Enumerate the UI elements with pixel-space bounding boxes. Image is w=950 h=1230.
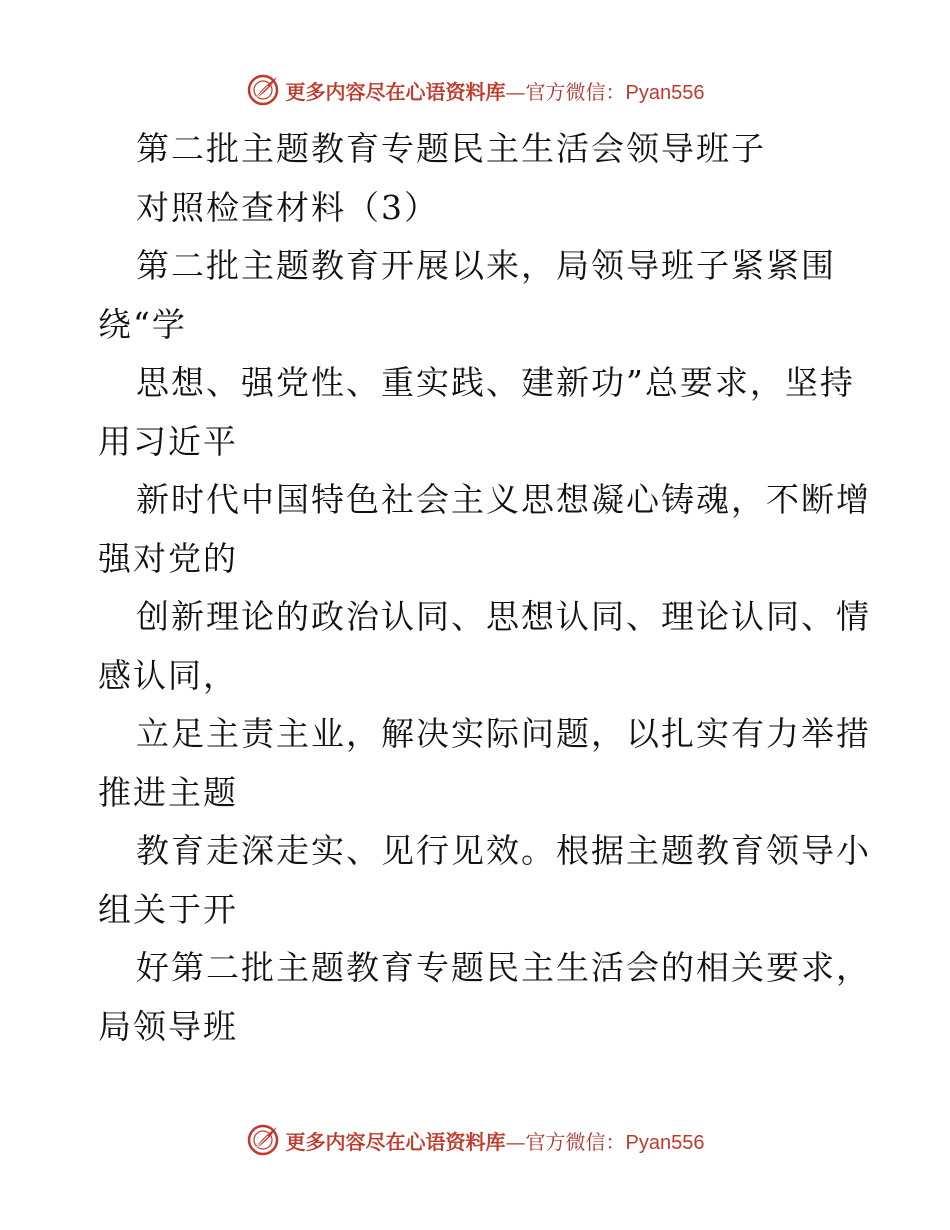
document-line: 新时代中国特色社会主义思想凝心铸魂，不断增	[136, 480, 871, 519]
banner-brand: 更多内容尽在心语资料库	[285, 1129, 506, 1154]
feather-seal-icon	[246, 1123, 280, 1157]
document-line: 感认同，	[98, 655, 238, 695]
document-line: 对照检查材料（3）	[136, 187, 439, 227]
banner-text	[286, 1126, 705, 1155]
document-body	[98, 120, 871, 1056]
document-line: 局领导班	[98, 1006, 238, 1046]
banner-contact-label: 官方微信：	[525, 79, 626, 104]
banner-text	[286, 76, 705, 105]
footer-banner	[0, 1120, 950, 1160]
document-line: 用习近平	[98, 421, 238, 461]
document-line: 第二批主题教育开展以来，局领导班子紧紧围	[136, 246, 836, 285]
banner-contact-label: 官方微信：	[525, 1129, 626, 1154]
feather-seal-icon	[246, 73, 280, 107]
document-line: 创新理论的政治认同、思想认同、理论认同、情	[136, 597, 871, 636]
document-line: 绕“学	[98, 304, 187, 344]
banner-brand: 更多内容尽在心语资料库	[285, 79, 506, 104]
banner-dash: —	[505, 1129, 526, 1154]
document-line: 好第二批主题教育专题民主生活会的相关要求，	[136, 948, 871, 987]
document-line: 教育走深走实、见行见效。根据主题教育领导小	[136, 831, 871, 870]
document-line: 立足主责主业，解决实际问题，以扎实有力举措	[136, 714, 871, 753]
banner-wechat-id: Pyan556	[625, 1131, 705, 1154]
header-banner	[0, 70, 950, 110]
document-line: 思想、强党性、重实践、建新功”总要求，坚持	[136, 363, 855, 402]
document-line: 第二批主题教育专题民主生活会领导班子	[136, 129, 766, 168]
document-line: 推进主题	[98, 772, 238, 812]
document-line: 组关于开	[98, 889, 238, 929]
banner-dash: —	[505, 79, 526, 104]
document-line: 强对党的	[98, 538, 238, 578]
banner-wechat-id: Pyan556	[625, 81, 705, 104]
